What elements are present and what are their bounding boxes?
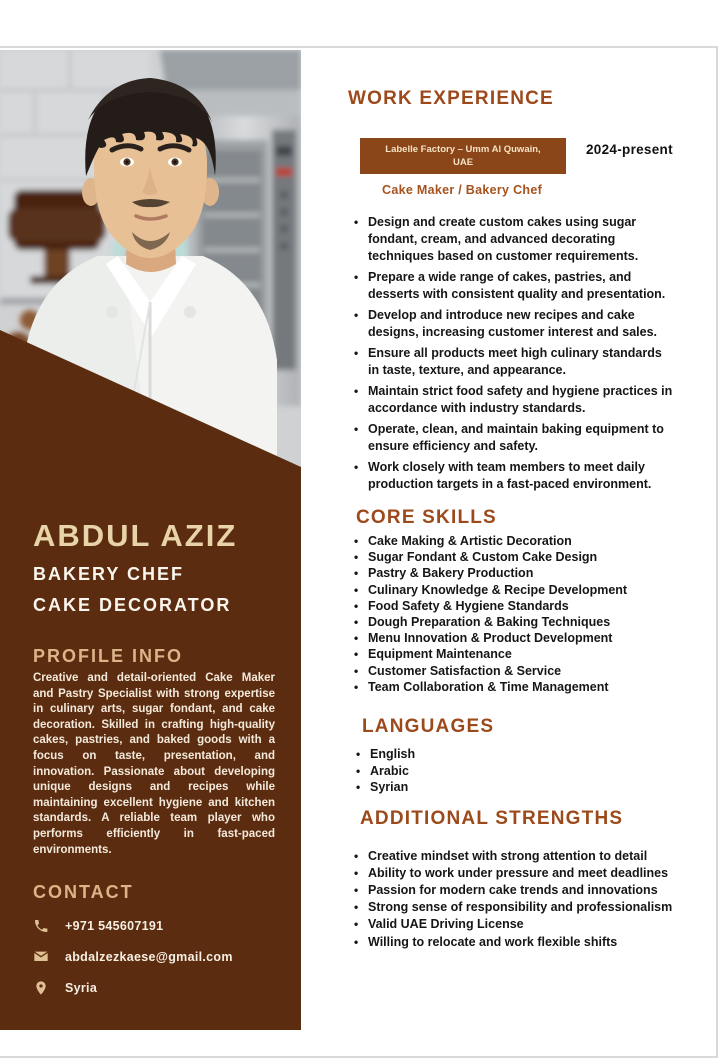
sidebar-content — [0, 518, 301, 996]
skill-item: • Cake Making & Artistic Decoration — [352, 533, 674, 549]
envelope-icon — [33, 949, 49, 965]
employment-period: 2024-present — [586, 142, 673, 157]
contact-heading: CONTACT — [33, 882, 134, 903]
skill-item: • Team Collaboration & Time Management — [352, 679, 674, 695]
location-text: Syria — [65, 981, 98, 996]
languages-list — [348, 746, 674, 796]
skill-item: • Menu Innovation & Product Development — [352, 630, 674, 646]
skill-item: • Food Safety & Hygiene Standards — [352, 598, 674, 614]
core-skills-heading: CORE SKILLS — [356, 507, 497, 528]
strength-item: • Ability to work under pressure and meet deadlines — [352, 865, 674, 882]
work-bullet-item: • Prepare a wide range of cakes, pastries, and desserts with consistent quality and presentation. — [352, 269, 674, 303]
skill-item: • Customer Satisfaction & Service — [352, 663, 674, 679]
job-header-row — [348, 138, 674, 174]
work-bullet-item: • Maintain strict food safety and hygiene practices in accordance with industry standards. — [352, 383, 674, 417]
work-bullet-item: • Ensure all products meet high culinary standards in taste, texture, and appearance. — [352, 345, 674, 379]
skill-item: • Sugar Fondant & Custom Cake Design — [352, 549, 674, 565]
sidebar — [0, 50, 301, 1030]
work-bullet-item: • Design and create custom cakes using sugar fondant, cream, and advanced decorating techniques based on customer requirements. — [352, 214, 674, 265]
location-pin-icon — [33, 980, 49, 996]
core-skills-list — [348, 533, 674, 695]
work-bullet-list — [348, 214, 674, 493]
strengths-list — [348, 848, 674, 951]
person-name: ABDUL AZIZ — [33, 518, 238, 553]
work-experience-heading: WORK EXPERIENCE — [348, 88, 554, 109]
work-bullet-item: • Operate, clean, and maintain baking equipment to ensure efficiency and safety. — [352, 421, 674, 455]
contact-phone-row — [33, 918, 275, 934]
strength-item: • Willing to relocate and work flexible shifts — [352, 934, 674, 951]
contact-email-row — [33, 949, 275, 965]
contact-location-row — [33, 980, 275, 996]
skill-item: • Culinary Knowledge & Recipe Development — [352, 582, 674, 598]
language-item: • Arabic — [354, 763, 674, 780]
email-address: abdalzezkaese@gmail.com — [65, 950, 233, 965]
skill-item: • Pastry & Bakery Production — [352, 565, 674, 581]
phone-icon — [33, 918, 49, 934]
work-bullet-item: • Work closely with team members to meet daily production targets in a fast-paced environment. — [352, 459, 674, 493]
languages-heading: LANGUAGES — [362, 716, 495, 738]
person-title-2: CAKE DECORATOR — [33, 595, 232, 615]
work-bullet-item: • Develop and introduce new recipes and cake designs, increasing customer interest and sales. — [352, 307, 674, 341]
profile-summary: Creative and detail-oriented Cake Maker and Pastry Specialist with strong expertise in culinary arts, sugar fondant, and cake decoration. Skilled in crafting high-quality cakes, pastries, and baked goods with a focus on taste, presentation, and innovation. Passionate about developing unique designs and recipes while maintaining excellent hygiene and kitchen standards. A reliable team player who performs efficiently in fast-paced environments. — [33, 672, 275, 856]
additional-strengths-heading: ADDITIONAL STRENGTHS — [360, 807, 624, 829]
strength-item: • Strong sense of responsibility and professionalism — [352, 899, 674, 916]
person-title-1: BAKERY CHEF — [33, 564, 185, 584]
strength-item: • Valid UAE Driving License — [352, 916, 674, 933]
language-item: • English — [354, 746, 674, 763]
skill-item: • Equipment Maintenance — [352, 646, 674, 662]
phone-number: +971 545607191 — [65, 919, 164, 934]
job-title: Cake Maker / Bakery Chef — [382, 183, 543, 197]
skill-item: • Dough Preparation & Baking Techniques — [352, 614, 674, 630]
profile-info-heading: PROFILE INFO — [33, 646, 183, 666]
company-badge: Labelle Factory – Umm Al Quwain, UAE — [360, 138, 566, 174]
strength-item: • Creative mindset with strong attention to detail — [352, 848, 674, 865]
strength-item: • Passion for modern cake trends and innovations — [352, 882, 674, 899]
main-column — [300, 46, 718, 951]
language-item: • Syrian — [354, 779, 674, 796]
